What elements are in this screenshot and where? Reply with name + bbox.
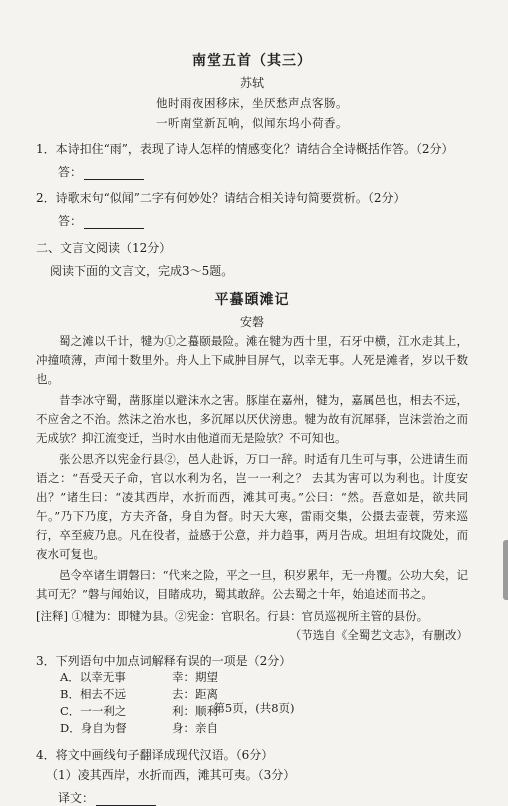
option-text: D．身自为督 (60, 721, 127, 735)
passage-paragraph: 邑令卒诸生谓磐曰：“代来之险，平之一旦，积岁累年，无一舟覆。公功大矣，记其可无？”磐与闻始议，目睹成功，蜀其敢辞。公去蜀之十年，始追述而书之。 (36, 568, 468, 601)
option-gloss: 利：顺利 (172, 704, 218, 718)
answer-label: 译文： (58, 791, 95, 805)
scroll-tab[interactable] (503, 540, 508, 600)
passage-note: [注释] ①犍为：即犍为县。②宪金：官职名。行县：官员巡视所主管的县份。 (36, 609, 429, 623)
option-text: A．以幸无事 (60, 670, 126, 684)
question-1: 1．本诗扣住“雨”，表现了诗人怎样的情感变化？请结合全诗概括作答。（2分） (36, 142, 454, 156)
answer-label: 答： (58, 214, 83, 228)
option-gloss: 身：亲自 (172, 721, 218, 735)
answer-blank[interactable] (84, 216, 144, 229)
question-4: 4．将文中画线句子翻译成现代汉语。（6分） (36, 748, 274, 762)
section-heading: 二、文言文阅读（12分） (36, 241, 172, 255)
answer-2 (58, 212, 468, 229)
option-gloss: 幸：期望 (172, 670, 218, 684)
page-footer: 第5页，(共8页) (213, 701, 295, 715)
option-gloss: 去：距离 (172, 687, 218, 701)
passage-author: 安磐 (239, 315, 264, 329)
poem-title: 南堂五首（其三） (192, 53, 312, 69)
passage-title: 平蟇頣滩记 (214, 292, 290, 308)
answer-1 (58, 163, 468, 180)
option-text: B．相去不远 (60, 687, 126, 701)
question-3: 3．下列语句中加点词解释有误的一项是（2分） (36, 654, 292, 668)
option-row (60, 669, 468, 686)
answer-label: 答： (58, 165, 83, 179)
option-row (60, 720, 468, 737)
passage-paragraph: 昔李冰守蜀，凿豚崖以避沫水之害。豚崖在嘉州，犍为，嘉属邑也，相去不远，不应舍之不治。然沫之治水也，多沉犀以厌伏滂患。犍为故有沉犀驿，岂沫尝治之而无成欤？抑江流变迁，当时水由他道而无是险欤？不可知也。 (36, 393, 468, 445)
answer-blank[interactable] (96, 793, 156, 806)
question-4-sub: （1）凌其西岸，水折而西，滩其可夷。（3分） (46, 768, 296, 782)
option-text: C．一一利之 (60, 704, 127, 718)
passage-source: （节选自《全蜀艺文志》，有删改） (289, 628, 468, 642)
translation-answer (58, 789, 468, 806)
poem-line: 一听南堂新瓦响，似闻东坞小荷香。 (156, 116, 348, 130)
question-2: 2．诗歌末句“似闻”二字有何妙处？请结合相关诗句简要赏析。（2分） (36, 191, 406, 205)
section-instruction: 阅读下面的文言文，完成3～5题。 (50, 264, 234, 278)
passage-paragraph: 张公思齐以宪金行县②，邑人赴诉，万口一辞。时适有几生可与事，公进请生而语之：“吾受天子命，官以水利为名，岂一一利之？ 去其为害可以为利也。计度安出？”诸生曰：“凌其西岸，水折而西，滩其可夷。”公曰：“然。吾意如是，欲共同午。”乃下乃度，方夫齐备，身自为督。时天大寒，雷雨交集，公摄去壶蓑，劳来巡行，卒至疲乃息。凡在役者，益感于公意，并力趋事，两月告成。坦坦有坟陇处，而夜水可复也。 (36, 452, 468, 561)
passage-paragraph: 蜀之滩以千计，犍为①之蟇颐最险。滩在犍为西十里，石牙中横，江水走其上，冲撞喷薄，声闻十数里外。舟人上下咸肿目屏气，以幸无事。人死是滩者，岁以千数也。 (36, 334, 468, 386)
answer-blank[interactable] (84, 167, 144, 180)
poem-author: 苏轼 (239, 76, 264, 90)
poem-line: 他时雨夜困移床，坐厌愁声点客肠。 (156, 96, 348, 110)
